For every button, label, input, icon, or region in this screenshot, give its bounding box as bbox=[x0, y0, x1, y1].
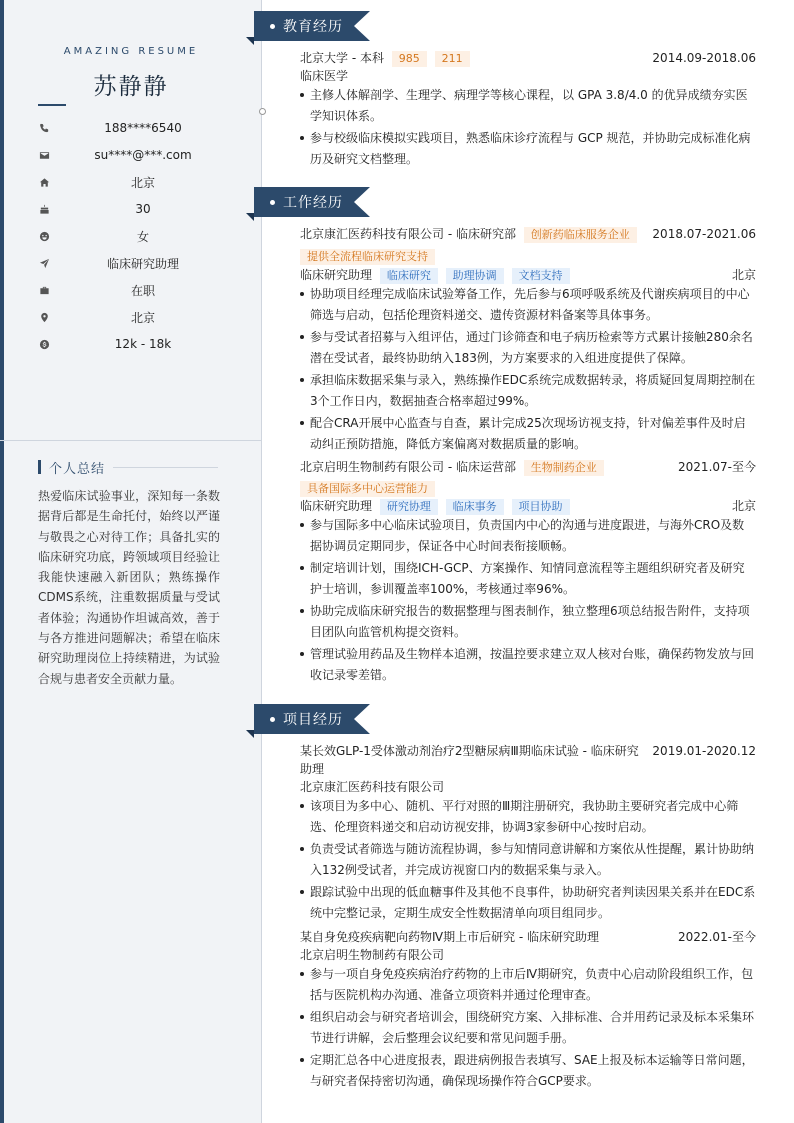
job-header bbox=[300, 458, 756, 476]
project-date: 2022.01-至今 bbox=[678, 930, 756, 944]
project-company: 北京启明生物制药有限公司 bbox=[300, 948, 445, 962]
section-title-projects: 项目经历 bbox=[283, 712, 343, 728]
section-dot-icon bbox=[270, 24, 275, 29]
section-dot-icon bbox=[270, 717, 275, 722]
info-status bbox=[38, 280, 248, 300]
money-icon bbox=[38, 338, 50, 350]
list-item: 制定培训计划，围绕ICH-GCP、方案操作、知情同意流程等主题组织研究者及研究护士培训，参训覆盖率100%，考核通过率96%。 bbox=[300, 558, 756, 599]
project-header bbox=[300, 928, 756, 946]
paper-plane-icon bbox=[38, 257, 50, 269]
list-item: 参与受试者招募与入组评估，通过门诊筛查和电子病历检索等方式累计接触280余名潜在受试者，最终协助纳入183例，为方案要求的入组进度提供了保障。 bbox=[300, 327, 756, 368]
work-job-1 bbox=[300, 225, 756, 456]
home-icon bbox=[38, 176, 50, 188]
role-tag: 项目协助 bbox=[512, 499, 570, 515]
list-item: 参与校级临床模拟实践项目，熟悉临床诊疗流程与 GCP 规范，并协助完成标准化病历及研究文档整理。 bbox=[300, 128, 756, 169]
project-name: 某长效GLP-1受体激动剂治疗2型糖尿病Ⅲ期临床试验 - 临床研究 bbox=[300, 744, 639, 758]
section-tab-fold bbox=[246, 37, 254, 45]
phone-icon bbox=[38, 122, 50, 134]
sidebar-accent-stripe bbox=[0, 0, 4, 1123]
list-item: 组织启动会与研究者培训会，围绕研究方案、入排标准、合并用药记录及标本采集环节进行讲解，会后整理会议纪要和常见问题手册。 bbox=[300, 1007, 756, 1048]
company-tag: 提供全流程临床研究支持 bbox=[300, 249, 435, 265]
job-role: 临床研究助理 bbox=[300, 499, 373, 513]
summary-title: 个人总结 bbox=[49, 461, 106, 477]
info-email bbox=[38, 145, 248, 165]
section-tab-fold bbox=[246, 730, 254, 738]
location-pin-icon bbox=[38, 311, 50, 323]
list-item: 跟踪试验中出现的低血糖事件及其他不良事件，协助研究者判读因果关系并在EDC系统中完整记录，定期生成安全性数据清单向项目组同步。 bbox=[300, 882, 756, 923]
school-name: 北京大学 - 本科 bbox=[300, 51, 384, 65]
list-item: 管理试验用药品及生物样本追溯，按温控要求建立双人核对台账，确保药物发放与回收记录零差错。 bbox=[300, 644, 756, 685]
company-tag: 具备国际多中心运营能力 bbox=[300, 481, 435, 497]
section-title-work: 工作经历 bbox=[283, 195, 343, 211]
role-tag: 研究协理 bbox=[380, 499, 438, 515]
work-job-2 bbox=[300, 458, 756, 687]
info-gender bbox=[38, 226, 248, 246]
project-date: 2019.01-2020.12 bbox=[652, 744, 756, 758]
list-item: 参与国际多中心临床试验项目，负责国内中心的沟通与进度跟进，与海外CRO及数据协调员定期同步，保证各中心时间表衔接顺畅。 bbox=[300, 515, 756, 556]
sidebar bbox=[0, 0, 262, 1123]
summary-heading-rule bbox=[113, 467, 218, 468]
school-tag-985: 985 bbox=[392, 51, 427, 67]
sidebar-divider bbox=[0, 440, 262, 441]
project-bullets bbox=[300, 796, 756, 923]
company-name: 北京康汇医药科技有限公司 - 临床研究部 bbox=[300, 227, 516, 241]
summary-text: 热爱临床试验事业，深知每一条数据背后都是生命托付，始终以严谨与敬畏之心对待工作；具备扎实的临床研究功底，跨领域项目经验让我能快速融入新团队；熟练操作CDMS系统，注重数据质量与受试者体验；沟通协作坦诚高效，善于与各方推进问题解决；希望在临床研究助理岗位上持续精进，为试验合规与患者安全贡献力量。 bbox=[38, 489, 220, 686]
list-item: 协助完成临床研究报告的数据整理与图表制作，独立整理6项总结报告附件，支持项目团队向监管机构提交资料。 bbox=[300, 601, 756, 642]
section-title-education: 教育经历 bbox=[283, 19, 343, 35]
project-name: 某自身免疫疾病靶向药物Ⅳ期上市后研究 - 临床研究助理 bbox=[300, 930, 600, 944]
company-name: 北京启明生物制药有限公司 - 临床运营部 bbox=[300, 460, 516, 474]
section-tab-fold bbox=[246, 213, 254, 221]
list-item: 该项目为多中心、随机、平行对照的Ⅲ期注册研究，我协助主要研究者完成中心筛选、伦理资料递交和启动访视安排，协调3家参研中心按时启动。 bbox=[300, 796, 756, 837]
info-age bbox=[38, 199, 248, 219]
info-phone bbox=[38, 118, 248, 138]
project-2 bbox=[300, 928, 756, 1093]
role-tag: 助理协调 bbox=[446, 268, 504, 284]
summary-heading bbox=[38, 458, 218, 476]
info-target-role bbox=[38, 253, 248, 273]
info-home bbox=[38, 172, 248, 192]
company-tag: 生物制药企业 bbox=[524, 460, 604, 476]
job-date: 2021.07-至今 bbox=[678, 460, 756, 474]
company-tag: 创新药临床服务企业 bbox=[524, 227, 637, 243]
company-tag-row bbox=[300, 247, 756, 265]
status-value: 在职 bbox=[130, 283, 155, 298]
briefcase-icon bbox=[38, 284, 50, 296]
job-role-row bbox=[300, 497, 756, 515]
education-date: 2014.09-2018.06 bbox=[652, 51, 756, 65]
job-role-row bbox=[300, 266, 756, 284]
role-tag: 文档支持 bbox=[512, 268, 570, 284]
section-dot-icon bbox=[270, 200, 275, 205]
gender-value: 女 bbox=[136, 229, 149, 244]
birthday-cake-icon bbox=[38, 203, 50, 215]
project-company: 北京康汇医药科技有限公司 bbox=[300, 780, 445, 794]
project-header bbox=[300, 742, 756, 760]
list-item: 承担临床数据采集与录入，熟练操作EDC系统完成数据转录，将质疑回复周期控制在3个工作日内，数据抽查合格率超过99%。 bbox=[300, 370, 756, 411]
list-item: 主修人体解剖学、生理学、病理学等核心课程，以 GPA 3.8/4.0 的优异成绩夯实医学知识体系。 bbox=[300, 85, 756, 126]
job-header bbox=[300, 225, 756, 243]
project-bullets bbox=[300, 964, 756, 1091]
company-tag-row bbox=[300, 479, 756, 497]
home-value: 北京 bbox=[130, 175, 155, 190]
smiley-icon bbox=[38, 230, 50, 242]
school-tag-211: 211 bbox=[435, 51, 470, 67]
role-tag: 临床事务 bbox=[446, 499, 504, 515]
phone-value: 188****6540 bbox=[104, 121, 182, 135]
summary-heading-bar bbox=[38, 460, 41, 474]
mail-icon bbox=[38, 149, 50, 161]
age-value: 30 bbox=[135, 202, 151, 216]
name-underline bbox=[38, 104, 66, 106]
job-date: 2018.07-2021.06 bbox=[652, 227, 756, 241]
job-role: 临床研究助理 bbox=[300, 268, 373, 282]
project-name-continued: 助理 bbox=[300, 762, 325, 776]
candidate-name: 苏静静 bbox=[93, 74, 169, 100]
job-bullets bbox=[300, 515, 756, 685]
education-section bbox=[300, 49, 756, 171]
job-city: 北京 bbox=[731, 268, 756, 282]
education-header bbox=[300, 49, 756, 67]
list-item: 协助项目经理完成临床试验筹备工作，先后参与6项呼吸系统及代谢疾病项目的中心筛选与启动，包括伦理资料递交、遗传资源材料备案等具体事务。 bbox=[300, 284, 756, 325]
timeline-circle-icon bbox=[259, 108, 266, 115]
job-bullets bbox=[300, 284, 756, 454]
info-salary bbox=[38, 334, 248, 354]
info-location bbox=[38, 307, 248, 327]
education-major: 临床医学 bbox=[300, 69, 349, 83]
list-item: 定期汇总各中心进度报表，跟进病例报告表填写、SAE上报及标本运输等日常问题，与研究者保持密切沟通，确保现场操作符合GCP要求。 bbox=[300, 1050, 756, 1091]
role-tag: 临床研究 bbox=[380, 268, 438, 284]
list-item: 配合CRA开展中心监查与自查，累计完成25次现场访视支持，针对偏差事件及时启动纠正预防措施，降低方案偏离对数据质量的影响。 bbox=[300, 413, 756, 454]
email-value: su****@***.com bbox=[94, 148, 192, 162]
project-1 bbox=[300, 742, 756, 925]
education-bullets bbox=[300, 85, 756, 169]
list-item: 负责受试者筛选与随访流程协调，参与知情同意讲解和方案依从性提醒，累计协助纳入132例受试者，并完成访视窗口内的数据采集与录入。 bbox=[300, 839, 756, 880]
salary-value: 12k - 18k bbox=[114, 337, 172, 351]
target-role-value: 临床研究助理 bbox=[106, 256, 179, 271]
list-item: 参与一项自身免疫疾病治疗药物的上市后Ⅳ期研究，负责中心启动阶段组织工作，包括与医院机构办沟通、准备立项资料并通过伦理审查。 bbox=[300, 964, 756, 1005]
brand-label: AMAZING RESUME bbox=[63, 46, 199, 57]
location-value: 北京 bbox=[130, 310, 155, 325]
job-city: 北京 bbox=[731, 499, 756, 513]
